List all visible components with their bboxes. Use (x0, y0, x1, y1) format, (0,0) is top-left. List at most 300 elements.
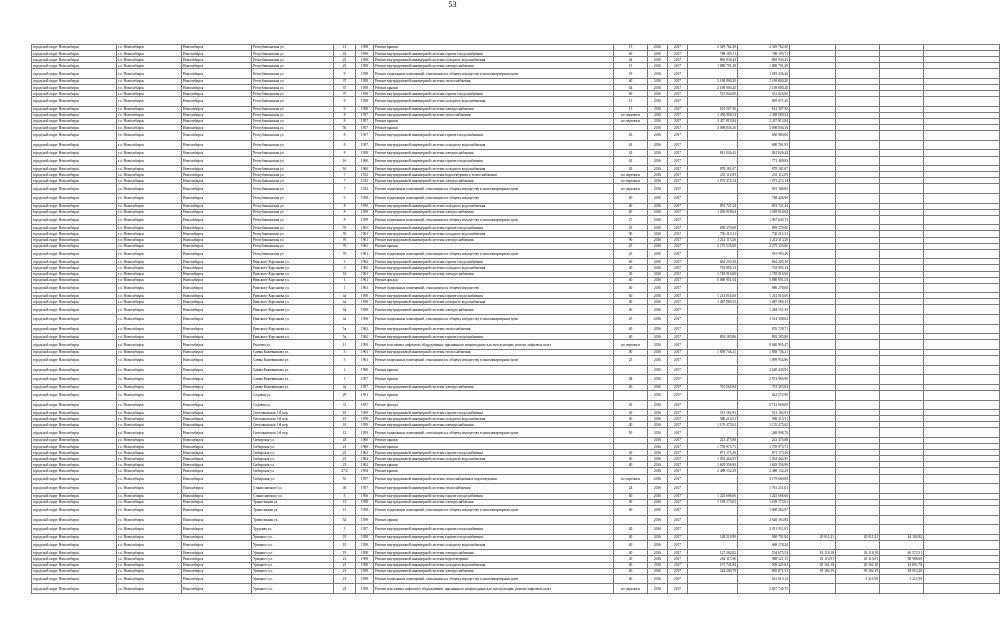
area-cell: 40 (614, 493, 648, 499)
extra-cell-4 (924, 540, 1000, 550)
district-cell: городской округ Новосибирск (32, 315, 117, 325)
cost-cell: 1 749 916,60 (688, 271, 738, 277)
district-cell: городской округ Новосибирск (32, 203, 117, 209)
end-year-cell: 2017 (668, 150, 688, 156)
place-cell: г.о. Новосибирск (117, 209, 182, 215)
house-cell: 1 (334, 365, 356, 375)
area-cell: 40 (614, 450, 648, 456)
work-cell: Ремонт подвальных помещений, относящихся к общему имуществу в многоквартирном доме (374, 356, 614, 366)
extra-cell-4 (924, 525, 1000, 535)
cost-cell: 137 741,84 (688, 562, 738, 568)
total-cell: 1 039 918,64 (738, 209, 790, 215)
year-cell: 1961 (356, 356, 374, 366)
extra-cell-3: 44 891,78 (880, 562, 924, 568)
total-cell: 268 908,76 (738, 428, 790, 438)
work-cell: Ремонт внутридомовой инженерной системы холодного водоснабжения (374, 97, 614, 107)
start-year-cell: 2016 (648, 525, 668, 535)
street-cell: Республиканская ул. (252, 209, 334, 215)
place-cell: г.о. Новосибирск (117, 184, 182, 194)
end-year-cell: 2017 (668, 140, 688, 150)
year-cell: 1961 (356, 243, 374, 249)
extra-cell-1 (790, 428, 836, 438)
total-cell: 2 169 800,20 (738, 78, 790, 84)
end-year-cell: 2017 (668, 78, 688, 84)
place-cell: г.о. Новосибирск (117, 97, 182, 107)
extra-cell-1 (790, 356, 836, 366)
start-year-cell: 2016 (648, 568, 668, 574)
extra-cell-1 (790, 315, 836, 325)
capital-repair-table (31, 44, 1000, 594)
area-cell: по переписи (614, 340, 648, 350)
place-cell: г.о. Новосибирск (117, 456, 182, 462)
city-cell: Новосибирск (182, 334, 252, 340)
work-cell: Ремонт внутридомовой инженерной системы холодного водоснабжения (374, 540, 614, 550)
total-cell: 695 871,45 (738, 97, 790, 107)
street-cell: Сибирская ул. (252, 468, 334, 474)
total-cell: 886 278,00 (738, 283, 790, 293)
total-cell: 865 930,43 (738, 57, 790, 63)
end-year-cell: 2017 (668, 410, 688, 416)
year-cell: 1960 (356, 437, 374, 443)
area-cell: по переписи (614, 584, 648, 594)
house-cell: 7 (334, 172, 356, 178)
work-cell: Ремонт внутридомовой инженерной системы электроснабжения (374, 305, 614, 315)
area-cell: по переписи (614, 119, 648, 125)
cost-cell (688, 315, 738, 325)
street-cell: Римского-Корсакова ул. (252, 283, 334, 293)
start-year-cell: 2016 (648, 178, 668, 184)
house-cell: 4а (334, 299, 356, 305)
table-row (32, 305, 1000, 315)
street-cell: Трикотажная ул. (252, 499, 334, 505)
start-year-cell: 2016 (648, 271, 668, 277)
district-cell: городской округ Новосибирск (32, 450, 117, 456)
area-cell: 40 (614, 203, 648, 209)
start-year-cell: 2016 (648, 237, 668, 243)
district-cell: городской округ Новосибирск (32, 265, 117, 271)
year-cell: 1958 (356, 106, 374, 112)
house-cell: 21 (334, 574, 356, 584)
place-cell: г.о. Новосибирск (117, 505, 182, 515)
house-cell: 21 (334, 444, 356, 450)
extra-cell-1 (790, 324, 836, 334)
district-cell: городской округ Новосибирск (32, 534, 117, 540)
extra-cell-1 (790, 156, 836, 166)
work-cell: Ремонт внутридомовой инженерной системы горячего водоснабжения (374, 156, 614, 166)
city-cell: Новосибирск (182, 493, 252, 499)
extra-cell-2 (836, 356, 880, 366)
district-cell: городской округ Новосибирск (32, 515, 117, 525)
end-year-cell: 2017 (668, 515, 688, 525)
end-year-cell: 2017 (668, 474, 688, 484)
table-row (32, 193, 1000, 203)
total-cell: 730 212,31 (738, 231, 790, 237)
house-cell: 76 (334, 237, 356, 243)
end-year-cell: 2017 (668, 462, 688, 468)
end-year-cell: 2017 (668, 249, 688, 259)
place-cell: г.о. Новосибирск (117, 550, 182, 556)
total-cell: 662 205,30 (738, 259, 790, 265)
total-cell: 871 175,26 (738, 450, 790, 456)
extra-cell-2: 18 118,18 (836, 550, 880, 556)
table-row (32, 515, 1000, 525)
street-cell: Республиканская ул. (252, 106, 334, 112)
end-year-cell: 2017 (668, 340, 688, 350)
city-cell: Новосибирск (182, 225, 252, 231)
district-cell: городской округ Новосибирск (32, 375, 117, 385)
start-year-cell: 2016 (648, 505, 668, 515)
work-cell: Ремонт внутридомовой инженерной системы горячего водоснабжения (374, 225, 614, 231)
start-year-cell: 2016 (648, 305, 668, 315)
place-cell: г.о. Новосибирск (117, 422, 182, 428)
start-year-cell: 2016 (648, 51, 668, 57)
end-year-cell: 2017 (668, 283, 688, 293)
place-cell: г.о. Новосибирск (117, 172, 182, 178)
area-cell: 44 (614, 57, 648, 63)
place-cell: г.о. Новосибирск (117, 484, 182, 494)
table-row (32, 390, 1000, 400)
district-cell: городской округ Новосибирск (32, 277, 117, 283)
city-cell: Новосибирск (182, 365, 252, 375)
house-cell: 56 (334, 125, 356, 131)
street-cell: Урицкого ул. (252, 534, 334, 540)
place-cell: г.о. Новосибирск (117, 324, 182, 334)
cost-cell: 871 175,26 (688, 450, 738, 456)
cost-cell (688, 305, 738, 315)
extra-cell-2 (836, 505, 880, 515)
district-cell: городской округ Новосибирск (32, 499, 117, 505)
total-cell: 1 487 080,15 (738, 299, 790, 305)
work-cell: Ремонт крыши (374, 515, 614, 525)
area-cell: 24 (614, 484, 648, 494)
work-cell: Ремонт внутридомовой инженерной системы горячего водоснабжения (374, 293, 614, 299)
extra-cell-2: 20 011,21 (836, 534, 880, 540)
total-cell: 961 186,65 (738, 184, 790, 194)
area-cell: 20 (614, 209, 648, 215)
work-cell: Ремонт внутридомовой инженерной системы электроснабжения (374, 63, 614, 69)
extra-cell-4 (924, 390, 1000, 400)
end-year-cell: 2017 (668, 422, 688, 428)
house-cell: 27/2 (334, 468, 356, 474)
street-cell: Римского-Корсакова ул. (252, 299, 334, 305)
start-year-cell: 2016 (648, 184, 668, 194)
extra-cell-4 (924, 584, 1000, 594)
work-cell: Ремонт внутридомовой инженерной системы горячего водоснабжения (374, 450, 614, 456)
place-cell: г.о. Новосибирск (117, 193, 182, 203)
street-cell: Республиканская ул. (252, 231, 334, 237)
total-cell: 878 181,07 (738, 166, 790, 172)
end-year-cell: 2017 (668, 305, 688, 315)
extra-cell-2 (836, 305, 880, 315)
street-cell: Сибирская ул. (252, 456, 334, 462)
extra-cell-3 (880, 140, 924, 150)
start-year-cell: 2016 (648, 209, 668, 215)
total-cell: 3 098 836,16 (738, 125, 790, 131)
house-cell: 23 (334, 584, 356, 594)
place-cell: г.о. Новосибирск (117, 437, 182, 443)
year-cell: 1961 (356, 283, 374, 293)
extra-cell-1: 39 184,19 (790, 568, 836, 574)
work-cell: Ремонт крыши (374, 462, 614, 468)
work-cell: Ремонт внутридомовой инженерной системы холодного водоснабжения (374, 231, 614, 237)
work-cell: Ремонт внутридомовой инженерной системы электроснабжения (374, 271, 614, 277)
place-cell: г.о. Новосибирск (117, 131, 182, 141)
work-cell: Ремонт внутридомовой инженерной системы холодного водоснабжения (374, 299, 614, 305)
work-cell: Ремонт крыши (374, 390, 614, 400)
place-cell: г.о. Новосибирск (117, 568, 182, 574)
city-cell: Новосибирск (182, 106, 252, 112)
work-cell: Ремонт крыши (374, 243, 614, 249)
house-cell: 7 (334, 178, 356, 184)
total-cell: 630 880,00 (738, 131, 790, 141)
city-cell: Новосибирск (182, 215, 252, 225)
street-cell: Республиканская ул. (252, 45, 334, 51)
place-cell: г.о. Новосибирск (117, 340, 182, 350)
place-cell: г.о. Новосибирск (117, 91, 182, 97)
extra-cell-2 (836, 324, 880, 334)
extra-cell-1 (790, 69, 836, 79)
start-year-cell: 2016 (648, 299, 668, 305)
district-cell: городской округ Новосибирск (32, 91, 117, 97)
year-cell: 1961 (356, 237, 374, 243)
end-year-cell: 2017 (668, 209, 688, 215)
year-cell: 1958 (356, 556, 374, 562)
start-year-cell: 2016 (648, 259, 668, 265)
extra-cell-4 (924, 305, 1000, 315)
year-cell: 1957 (356, 131, 374, 141)
house-cell: 22 (334, 51, 356, 57)
house-cell: 23 (334, 462, 356, 468)
start-year-cell: 2016 (648, 562, 668, 568)
work-cell: Ремонт внутридомовой инженерной системы горячего водоснабжения (374, 493, 614, 499)
house-cell: 23 (334, 450, 356, 456)
total-cell: 701 565,84 (738, 384, 790, 390)
total-cell: 2 974 966,99 (738, 375, 790, 385)
extra-cell-1 (790, 474, 836, 484)
street-cell: Республиканская ул. (252, 156, 334, 166)
extra-cell-3 (880, 315, 924, 325)
total-cell: 513 182,93 (738, 410, 790, 416)
city-cell: Новосибирск (182, 474, 252, 484)
year-cell: 1957 (356, 525, 374, 535)
year-cell: 1957 (356, 119, 374, 125)
start-year-cell: 2016 (648, 63, 668, 69)
cost-cell: 662 205,30 (688, 259, 738, 265)
place-cell: г.о. Новосибирск (117, 499, 182, 505)
total-cell: 2 169 800,20 (738, 85, 790, 91)
total-cell: 892 185,86 (738, 334, 790, 340)
street-cell: Республиканская ул. (252, 215, 334, 225)
total-cell: 554 675,54 (738, 550, 790, 556)
place-cell: г.о. Новосибирск (117, 584, 182, 594)
house-cell: 10 (334, 410, 356, 416)
place-cell: г.о. Новосибирск (117, 525, 182, 535)
year-cell: 1957 (356, 484, 374, 494)
extra-cell-4 (924, 340, 1000, 350)
cost-cell: 588 210,51 (688, 416, 738, 422)
place-cell: г.о. Новосибирск (117, 428, 182, 438)
extra-cell-4 (924, 515, 1000, 525)
street-cell: Республиканская ул. (252, 125, 334, 131)
total-cell: 876 728,71 (738, 324, 790, 334)
street-cell: Республиканская ул. (252, 85, 334, 91)
city-cell: Новосибирск (182, 57, 252, 63)
street-cell: Римского-Корсакова ул. (252, 277, 334, 283)
street-cell: Римского-Корсакова ул. (252, 334, 334, 340)
district-cell: городской округ Новосибирск (32, 150, 117, 156)
place-cell: г.о. Новосибирск (117, 69, 182, 79)
city-cell: Новосибирск (182, 91, 252, 97)
extra-cell-1 (790, 249, 836, 259)
total-cell: 1 819 436,42 (738, 69, 790, 79)
extra-cell-1: 18 118,18 (790, 550, 836, 556)
extra-cell-3 (880, 249, 924, 259)
house-cell: 43 (334, 437, 356, 443)
district-cell: городской округ Новосибирск (32, 140, 117, 150)
house-cell: 19 (334, 534, 356, 540)
start-year-cell: 2016 (648, 112, 668, 118)
work-cell: Ремонт внутридомовой инженерной системы холодного водоснабжения (374, 562, 614, 568)
year-cell: 1958 (356, 305, 374, 315)
end-year-cell: 2017 (668, 156, 688, 166)
place-cell: г.о. Новосибирск (117, 85, 182, 91)
cost-cell (688, 365, 738, 375)
extra-cell-2: 39 184,19 (836, 568, 880, 574)
street-cell: Трикотажная ул. (252, 505, 334, 515)
work-cell: Ремонт внутридомовой инженерной системы теплоснабжения (374, 324, 614, 334)
extra-cell-1 (790, 525, 836, 535)
street-cell: Урицкого ул. (252, 584, 334, 594)
street-cell: Республиканская ул. (252, 166, 334, 172)
city-cell: Новосибирск (182, 265, 252, 271)
total-cell: 771 409,83 (738, 156, 790, 166)
year-cell: 1959 (356, 584, 374, 594)
city-cell: Новосибирск (182, 428, 252, 438)
place-cell: г.о. Новосибирск (117, 271, 182, 277)
end-year-cell: 2017 (668, 444, 688, 450)
street-cell: Римского-Корсакова ул. (252, 315, 334, 325)
year-cell: 1957 (356, 112, 374, 118)
year-cell: 1958 (356, 568, 374, 574)
year-cell: 1958 (356, 315, 374, 325)
cost-cell: 5 080 951,54 (688, 277, 738, 283)
total-cell: 622 572,99 (738, 390, 790, 400)
start-year-cell: 2016 (648, 119, 668, 125)
house-cell: 76 (334, 225, 356, 231)
street-cell: Сибирская ул. (252, 444, 334, 450)
year-cell: 1962 (356, 462, 374, 468)
area-cell: 40 (614, 305, 648, 315)
extra-cell-3 (880, 365, 924, 375)
district-cell: городской округ Новосибирск (32, 456, 117, 462)
work-cell: Ремонт внутридомовой инженерной системы горячего водоснабжения (374, 51, 614, 57)
cost-cell (688, 69, 738, 79)
area-cell: 90 (614, 237, 648, 243)
start-year-cell: 2016 (648, 493, 668, 499)
place-cell: г.о. Новосибирск (117, 57, 182, 63)
street-cell: Светлановская 1-й пер. (252, 410, 334, 416)
extra-cell-2 (836, 584, 880, 594)
cost-cell: 1 109 173,01 (688, 499, 738, 505)
work-cell: Ремонт внутридомовой инженерной системы холодного водоснабжения (374, 416, 614, 422)
extra-cell-3 (880, 184, 924, 194)
end-year-cell: 2017 (668, 69, 688, 79)
house-cell: 37 (334, 85, 356, 91)
year-cell: 1958 (356, 78, 374, 84)
cost-cell: 3 098 836,16 (688, 125, 738, 131)
end-year-cell: 2017 (668, 225, 688, 231)
extra-cell-4 (924, 156, 1000, 166)
year-cell: 1960 (356, 365, 374, 375)
area-cell: 40 (614, 540, 648, 550)
extra-cell-3 (880, 283, 924, 293)
city-cell: Новосибирск (182, 462, 252, 468)
place-cell: г.о. Новосибирск (117, 63, 182, 69)
work-cell: Ремонт внутридомовой инженерной системы холодного водоснабжения (374, 203, 614, 209)
work-cell: Ремонт внутридомовой инженерной системы электроснабжения (374, 237, 614, 243)
house-cell: 76 (334, 231, 356, 237)
extra-cell-1 (790, 365, 836, 375)
cost-cell: 763 885,14 (688, 265, 738, 271)
street-cell: Светлановская 1-й пер. (252, 416, 334, 422)
work-cell: Ремонт внутридомовой инженерной системы электроснабжения (374, 178, 614, 184)
district-cell: городской округ Новосибирск (32, 112, 117, 118)
end-year-cell: 2017 (668, 562, 688, 568)
street-cell: Республиканская ул. (252, 184, 334, 194)
area-cell: 40 (614, 550, 648, 556)
end-year-cell: 2017 (668, 265, 688, 271)
district-cell: городской округ Новосибирск (32, 57, 117, 63)
year-cell: 1959 (356, 428, 374, 438)
street-cell: Сибирская ул. (252, 462, 334, 468)
area-cell (614, 390, 648, 400)
work-cell: Ремонт крыши (374, 45, 614, 51)
year-cell: 1962 (356, 334, 374, 340)
start-year-cell: 2016 (648, 125, 668, 131)
district-cell: городской округ Новосибирск (32, 365, 117, 375)
street-cell: Республиканская ул. (252, 178, 334, 184)
street-cell: Станиславского ул. (252, 484, 334, 494)
place-cell: г.о. Новосибирск (117, 166, 182, 172)
work-cell: Ремонт подвальных помещений, относящихся к общему имуществу в многоквартирном доме (374, 69, 614, 79)
house-cell: 21 (334, 568, 356, 574)
area-cell: 40 (614, 410, 648, 416)
place-cell: г.о. Новосибирск (117, 78, 182, 84)
city-cell: Новосибирск (182, 63, 252, 69)
start-year-cell: 2016 (648, 584, 668, 594)
district-cell: городской округ Новосибирск (32, 166, 117, 172)
year-cell: 1958 (356, 69, 374, 79)
year-cell: 1958 (356, 540, 374, 550)
extra-cell-4 (924, 249, 1000, 259)
work-cell: Ремонт внутридомовой инженерной системы холодного водоснабжения (374, 265, 614, 271)
street-cell: Саввы Кожевникова ул. (252, 375, 334, 385)
year-cell: 1957 (356, 375, 374, 385)
extra-cell-1 (790, 140, 836, 150)
end-year-cell: 2017 (668, 349, 688, 355)
city-cell: Новосибирск (182, 249, 252, 259)
place-cell: г.о. Новосибирск (117, 450, 182, 456)
house-cell: 76 (334, 249, 356, 259)
total-cell: 2 437 813,84 (738, 119, 790, 125)
street-cell: Республиканская ул. (252, 243, 334, 249)
cost-cell (688, 584, 738, 594)
city-cell: Новосибирск (182, 584, 252, 594)
end-year-cell: 2017 (668, 365, 688, 375)
district-cell: городской округ Новосибирск (32, 400, 117, 410)
work-cell: Ремонт внутридомовой инженерной системы холодного водоснабжения (374, 456, 614, 462)
extra-cell-3 (880, 390, 924, 400)
